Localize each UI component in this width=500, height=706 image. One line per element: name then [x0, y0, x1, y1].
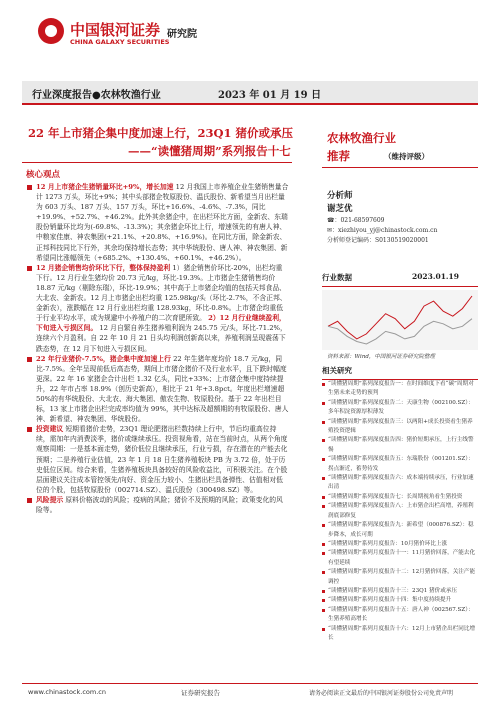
logo-english-name: CHINA GALAXY SECURITIES: [70, 38, 170, 46]
sector-name: 农林牧渔行业: [327, 131, 396, 145]
paragraph-price: [26, 263, 289, 354]
paragraph-lead: 12 月猪企销售均价环比下行，整体保持盈利: [36, 263, 171, 272]
related-item[interactable]: “读懂猪周期”系列月度报告：10月猪价环比上涨: [322, 540, 478, 549]
paragraph-text: 12 月我国上市养殖企业生猪销售量合计 1273 万头，环比+9%；其中头部猪企牧原股份、温氏股份、新希望当月出栏量为 603 万头、187 万头、157 万头，环比+16.6%、-4.6%、-7.3%，同比+19.9%、+52.7%、+46.2%。此外其余猪企中，在出栏环比方面，金新农、东瑞股份销量环比均为(-69.8%、-13.3%)；其余猪企环比上行，增速领先的有唐人神、中粮家佳康、神农集团(+21.1%、+20.8%、+16.9%)。在同比方面，除金新农、正邦科技同比下行外，其余均保持增长态势；其中华统股份、唐人神、神农集团、新希望同比涨幅领先（+685.2%、+130.4%、+60.1%、+46.2%）。: [36, 183, 289, 262]
paragraph-lead: 风险提示: [36, 495, 64, 504]
related-item[interactable]: “读懂猪周期”系列深度报告九：新希望（000876.SZ）：稳步降本，成长可期: [322, 521, 478, 540]
related-item[interactable]: “读懂猪周期”系列深度报告一：在时间维度下看“碳”周期对生猪未来走势的预判: [322, 380, 478, 399]
related-item[interactable]: “读懂猪周期”系列月度报告十二：12月猪价回落，关注产能调控: [322, 568, 478, 587]
related-item[interactable]: “读懂猪周期”系列深度报告四：猪价短期承压，上行主线警惕: [322, 436, 478, 455]
analyst-name: 谢芝优: [327, 204, 353, 214]
related-item[interactable]: “读懂猪周期”系列深度报告八：上市猪企出栏高增，养殖利润底部修复: [322, 502, 478, 521]
logo-mark-inner: [45, 25, 57, 37]
footer-url[interactable]: www.chinastock.com.cn: [28, 688, 106, 696]
analyst-contact: [327, 216, 437, 246]
related-item[interactable]: “读懂猪周期”系列月度报告十五：唐人神（002567.SZ）：生猪养殖高增长: [322, 606, 478, 625]
footer-divider: [22, 683, 478, 684]
report-title: 22 年上市猪企集中度加速上行，23Q1 猪价或承压: [28, 126, 294, 140]
report-date: 2023 年 01 月 19 日: [218, 90, 322, 101]
sidebar-divider: [322, 167, 478, 168]
main-body: [26, 182, 289, 515]
paragraph-text: 原料价格波动的风险；疫病的风险；猪价不及预期的风险；政策变化的风险等。: [36, 495, 283, 514]
section-heading: 核心观点: [26, 170, 61, 180]
paragraph-lead: 12 月上市猪企生猪销量环比+9%，增长加速: [36, 183, 174, 191]
analyst-cert: 分析师登记编码：S0130519020001: [327, 237, 429, 244]
paragraph-lead: 2）12 月行业继续盈利，下旬进入亏损区间。: [36, 314, 286, 333]
analyst-heading: 分析师: [327, 191, 353, 201]
related-heading: 相关研究: [322, 365, 478, 380]
paragraph-text: 1）猪企销售价环比-20%，出栏均重下行。12 月行业生猪均价 20.73 元/kg，环比-19.3%。上市猪企生猪销售均价 18.87 元/kg（剔除东瑞），环比-19.9%；其中高于上市猪企均值的包括天邦食品、大北农、金新农。12 月上市猪企出栏均重 125.98kg/头（环比-2.7%，不含正邦、金新农），涨跌幅在 12 月行业出栏均重 128.93kg，环比-0.8%。上市猪企均重低于行业平均水平，或为规避中小养殖户的二次育肥所致。: [36, 263, 287, 323]
paragraph-risk: [26, 495, 289, 515]
related-item[interactable]: “读懂猪周期”系列月度报告十四：集中度持续提升: [322, 596, 478, 605]
chart-background: [322, 290, 478, 350]
paragraph-text: 12 月自繁自养生猪养殖利润为 245.75 元/头，环比-71.2%，连续六个月盈利。自 22 年 10 月 21 日头均利润创新高以来，养殖利润呈现震荡下跌态势，在 12 月下旬进入亏损区间。: [36, 324, 287, 353]
logo-name: 中国银河证券: [70, 21, 161, 39]
related-item[interactable]: “读懂猪周期”系列深度报告五：东瑞股份（001201.SZ）：拐点渐近，蓄势待发: [322, 455, 478, 474]
chart-source: 资料来源：Wind，中国银河证券研究院整理: [327, 354, 435, 360]
report-subtitle: ——“读懂猪周期”系列报告十七: [128, 144, 291, 158]
related-item[interactable]: “读懂猪周期”系列月度报告十一：11月猪价回落，产能去化有望延续: [322, 549, 478, 568]
related-list: [322, 380, 478, 643]
paragraph-sales: [26, 182, 289, 263]
rating: 推荐: [327, 149, 350, 163]
paragraph-lead: 投资建议: [36, 425, 64, 434]
paragraph-investment: [26, 424, 289, 495]
footer-label: 证券研究报告: [181, 689, 220, 697]
paragraph-text: 22 年生猪年度均价 18.7 元/kg，同比-7.5%。全年呈现前低后高态势，期间上市猪企猪价不及行业水平，且下跌时幅度更深。22 年 16 家猪企合计出栏 1.32 亿头，同比+33%；上市猪企集中度持续提升，22 年市占率 18.9%（创历史新高），相比于 21 年+3.8pct。年度出栏增速超 50%的有华统股份、大北农、海大集团、傲农生物、牧原股份。基于 22 年出栏目标，13 家上市猪企出栏完成率均值为 99%，其中达标及超额期的有牧原股份、唐人神、新希望、神农集团、华统股份。: [36, 354, 289, 424]
industry-data-heading: 行业数据: [322, 272, 478, 287]
paragraph-text: 短期看猪价走势，23Q1 理论肥猪出栏数持续上行中，节后均重高位持续，需加年内消费淡季，猪价或继续承压。投资视角看，站在当前时点，从两个角度观察周期：一是基本面走势，猪价低位且继续承压，行业亏损，存在潜在的产能去化预期；二是养殖行业估值，23 年 1 月 18 日生猪养殖板块 PB 为 3.72 倍，处于历史低位区间。综合来看，生猪养殖板块具备较好的风险收益比，可积极关注。在个股层面建议关注成本管控领先/向好、资金压力较小、生猪出栏具备弹性、估值相对低位的个股，包括牧原股份（002714.SZ）、温氏股份（300498.SZ）等。: [36, 425, 288, 494]
industry-data-date: 2023.01.19: [412, 272, 459, 281]
analyst-phone: ☎：021-68597609: [327, 217, 385, 224]
title-divider: [22, 162, 292, 163]
related-item[interactable]: “读懂猪周期”系列深度报告六：成本端持续承压，行业加速出清: [322, 474, 478, 493]
related-item[interactable]: “读懂猪周期”系列深度报告二：天康生物（002100.SZ）：多年积淀资源厚积薄发: [322, 399, 478, 418]
analyst-email[interactable]: ✉：xiezhiyou_yj@chinastock.com.cn: [327, 227, 438, 234]
paragraph-lead: 22 年行业猪价-7.5%，猪企集中度加速上行: [36, 354, 171, 363]
paragraph-annual: [26, 354, 289, 425]
institute-label: 研究院: [167, 29, 197, 40]
related-item[interactable]: “读懂猪周期”系列月度报告十三：23Q1 猪价或承压: [322, 587, 478, 596]
footer-disclaimer: 请务必阅读正文最后的中国银河证券股份公司免责声明: [309, 690, 454, 697]
related-item[interactable]: “读懂猪周期”系列深度报告三：以两阳+成长投资看生猪养殖投资逻辑: [322, 418, 478, 437]
report-type: 行业深度报告●农林牧渔行业: [32, 90, 161, 101]
industry-chart: [322, 290, 478, 350]
rating-note: （维持评级）: [384, 152, 429, 161]
related-item[interactable]: “读懂猪周期”系列深度报告七：长周期视角看生猪投资: [322, 493, 478, 502]
related-item[interactable]: “读懂猪周期”系列月度报告十六：12月上市猪企出栏同比增长: [322, 625, 478, 644]
banner-divider: [22, 103, 478, 105]
